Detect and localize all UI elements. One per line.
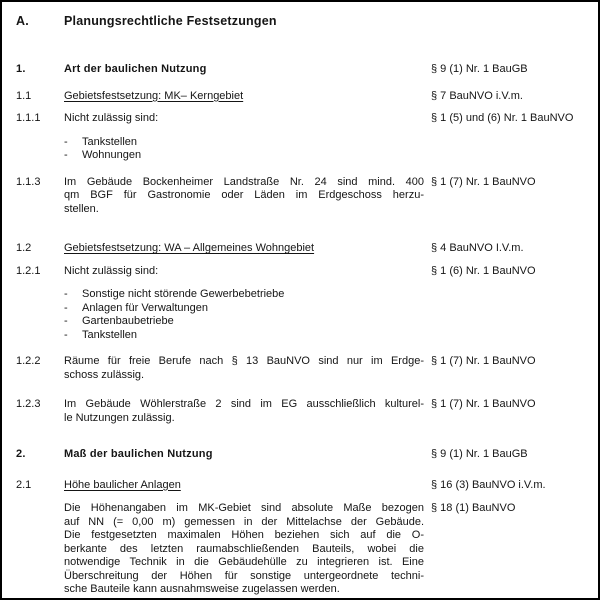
legal-reference: § 1 (7) Nr. 1 BauNVO bbox=[431, 398, 536, 410]
text-line: le Nutzungen zulässig. bbox=[64, 411, 175, 424]
bullet-list bbox=[64, 288, 424, 342]
section-row-1 bbox=[16, 63, 598, 77]
list-item bbox=[64, 302, 424, 316]
text-line: Die festgesetzten maximalen Höhen beziehen sich auf die O- bbox=[64, 529, 424, 541]
list-item bbox=[64, 136, 424, 150]
section-row-1-2-2 bbox=[16, 355, 598, 382]
bullet-list bbox=[64, 136, 424, 163]
legal-reference: § 1 (7) Nr. 1 BauNVO bbox=[431, 355, 536, 367]
list-item bbox=[64, 149, 424, 163]
section-text: Nicht zulässig sind: bbox=[64, 112, 159, 124]
section-number: 2. bbox=[16, 448, 26, 460]
dash-bullet: - bbox=[64, 328, 68, 341]
section-row-1-1 bbox=[16, 90, 598, 104]
legal-reference: § 1 (6) Nr. 1 BauNVO bbox=[431, 264, 536, 277]
text-line: Im Gebäude Bockenheimer Landstraße Nr. 24 sind mind. 400 bbox=[64, 175, 424, 188]
paragraph bbox=[64, 355, 424, 382]
legal-reference: § 1 (7) Nr. 1 BauNVO bbox=[431, 175, 536, 188]
legal-reference: § 16 (3) BauNVO i.V.m. bbox=[431, 478, 546, 491]
list-item bbox=[64, 288, 424, 302]
section-number: 1.1.1 bbox=[16, 112, 41, 124]
paragraph bbox=[64, 502, 424, 597]
text-line: schoss zulässig. bbox=[64, 368, 145, 381]
list-item-text: Tankstellen bbox=[82, 135, 138, 148]
list-item-text: Sonstige nicht störende Gewerbebetriebe bbox=[82, 288, 285, 300]
section-row-2-1-body bbox=[16, 502, 598, 597]
section-row-2-1 bbox=[16, 479, 598, 493]
dash-bullet: - bbox=[64, 288, 68, 300]
section-row-1-1-3 bbox=[16, 176, 598, 217]
section-row-1-2-3 bbox=[16, 398, 598, 425]
legal-reference: § 4 BauNVO I.V.m. bbox=[431, 242, 524, 254]
section-number: 1.2.2 bbox=[16, 355, 41, 367]
list-item-text: Gartenbaubetriebe bbox=[82, 315, 174, 327]
section-title: Gebietsfestsetzung: MK– Kerngebiet bbox=[64, 89, 244, 102]
section-number: 1.2 bbox=[16, 242, 32, 254]
section-row-1-2 bbox=[16, 242, 598, 256]
text-line: stellen. bbox=[64, 202, 99, 215]
section-number: 1.1 bbox=[16, 89, 32, 102]
dash-bullet: - bbox=[64, 135, 68, 148]
list-item bbox=[64, 315, 424, 329]
text-line: sche Bauteile kann ausnahmsweise zugelassen werden. bbox=[64, 583, 340, 595]
section-row-1-1-1 bbox=[16, 112, 598, 126]
dash-bullet: - bbox=[64, 315, 68, 327]
section-number: 1.2.3 bbox=[16, 398, 41, 410]
bullet-list-row bbox=[16, 136, 598, 163]
paragraph bbox=[64, 398, 424, 425]
list-item-text: Tankstellen bbox=[82, 328, 138, 341]
dash-bullet: - bbox=[64, 149, 68, 161]
section-text: Nicht zulässig sind: bbox=[64, 264, 159, 277]
text-line: qm BGF für Gastronomie oder Läden im Erdgeschoss herzu- bbox=[64, 189, 424, 201]
text-line: berkante des letzten raumabschließenden Bauteils, wobei die bbox=[64, 542, 424, 555]
legal-reference: § 7 BauNVO i.V.m. bbox=[431, 89, 523, 102]
page-title: Planungsrechtliche Festsetzungen bbox=[64, 14, 277, 28]
text-line: Überschreitung der Höhen für sonstige untergeordnete techni- bbox=[64, 569, 424, 582]
section-number: 1.1.3 bbox=[16, 175, 41, 188]
section-title: Maß der baulichen Nutzung bbox=[64, 448, 213, 460]
section-title: Gebietsfestsetzung: WA – Allgemeines Wohngebiet bbox=[64, 242, 315, 254]
text-line: notwendige Technik in die Gebäudehülle zu integrieren ist. Eine bbox=[64, 556, 424, 568]
legal-reference: § 9 (1) Nr. 1 BauGB bbox=[431, 448, 528, 460]
list-item bbox=[64, 329, 424, 343]
text-line: Räume für freie Berufe nach § 13 BauNVO sind nur im Erdge- bbox=[64, 355, 424, 367]
document-heading-row bbox=[16, 14, 598, 28]
legal-reference: § 9 (1) Nr. 1 BauGB bbox=[431, 63, 528, 75]
section-row-2 bbox=[16, 448, 598, 462]
text-line: Die Höhenangaben im MK-Gebiet sind absolute Maße bezogen bbox=[64, 502, 424, 514]
list-item-text: Anlagen für Verwaltungen bbox=[82, 301, 208, 314]
section-title: Art der baulichen Nutzung bbox=[64, 63, 207, 75]
section-number: 2.1 bbox=[16, 478, 32, 491]
bullet-list-row bbox=[16, 288, 598, 342]
list-item-text: Wohnungen bbox=[82, 149, 142, 161]
heading-number: A. bbox=[16, 14, 29, 28]
section-row-1-2-1 bbox=[16, 265, 598, 279]
text-line: auf NN (= 0,00 m) gemessen in der Mittelachse der Gebäude. bbox=[64, 515, 424, 528]
legal-reference: § 18 (1) BauNVO bbox=[431, 502, 516, 514]
section-title: Höhe baulicher Anlagen bbox=[64, 478, 181, 491]
paragraph bbox=[64, 176, 424, 217]
dash-bullet: - bbox=[64, 301, 68, 314]
legal-reference: § 1 (5) und (6) Nr. 1 BauNVO bbox=[431, 112, 574, 124]
section-number: 1.2.1 bbox=[16, 264, 41, 277]
section-number: 1. bbox=[16, 63, 26, 75]
text-line: Im Gebäude Wöhlerstraße 2 sind im EG ausschließlich kulturel- bbox=[64, 398, 424, 410]
